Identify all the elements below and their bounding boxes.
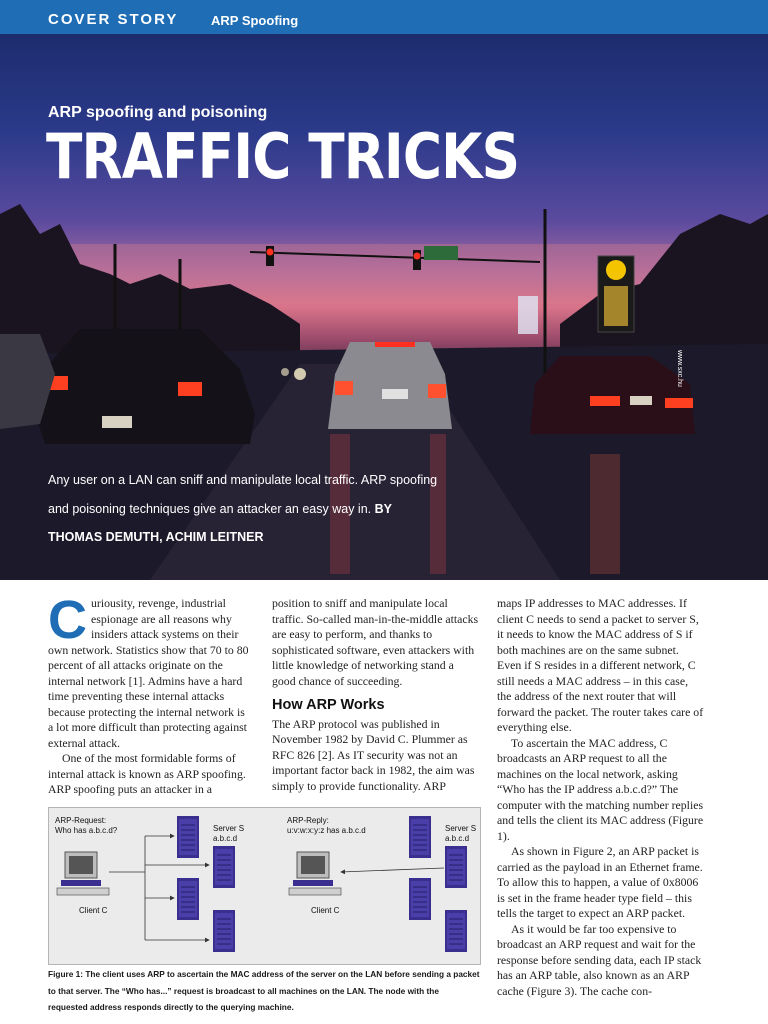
article-kicker: ARP spoofing and poisoning <box>48 104 268 121</box>
paragraph: As shown in Figure 2, an ARP packet is carried as the payload in an Ethernet frame. To allow this to happen, a value of 0x8006 is set in the frame header type field – this tells the target to expect an ARP packet. <box>497 844 703 920</box>
hero-photo <box>0 34 768 580</box>
server-label <box>445 824 476 843</box>
request-label-line1: ARP-Request: <box>55 816 107 825</box>
request-label <box>55 816 117 835</box>
server-label <box>213 824 244 843</box>
paragraph: To ascertain the MAC address, C broadcasts an ARP request to all the machines on the local network, asking “Who has the IP address a.b.c.d?” The computer with the matching number replies and tells the client its MAC address (Figure 1). <box>497 735 704 843</box>
server-icon <box>445 910 467 952</box>
reply-label <box>287 816 366 835</box>
server-icon <box>213 846 235 888</box>
car-icon <box>328 342 452 429</box>
section-heading: How ARP Works <box>272 697 385 713</box>
reply-label-line1: ARP-Reply: <box>287 816 329 825</box>
client-label: Client C <box>311 906 340 915</box>
paragraph: position to sniff and manipulate local traffic. So-called man-in-the-middle attacks are easy to perform, and thanks to sophisticated software, even attackers with little knowledge of networking stand a good chance of succeeding. <box>272 596 479 688</box>
byline: BY THOMAS DEMUTH, ACHIM LEITNER <box>48 501 392 544</box>
client-computer-icon <box>289 852 341 895</box>
paragraph: maps IP addresses to MAC addresses. If client C needs to send a packet to server S, it needs to know the MAC address of S if both machines are on the same subnet. Even if S resides in a different network, C still needs a MAC address – in this case, the address of the next router that will forward the packet. The router takes care of everything else. <box>497 596 704 734</box>
server-label-line1: Server S <box>213 824 245 833</box>
section-header-bar <box>0 0 768 34</box>
server-label-line2: a.b.c.d <box>445 833 470 843</box>
article-headline: TRAFFIC TRICKS <box>46 120 520 193</box>
article-column-2 <box>272 596 479 794</box>
section-label: COVER STORY <box>48 11 179 28</box>
client-computer-icon <box>57 852 109 895</box>
reply-label-line2: u:v:w:x:y:z has a.b.c.d <box>287 825 366 835</box>
figure-caption: Figure 1: The client uses ARP to ascertain the MAC address of the server on the LAN before sending a packet to that server. The “Who has...” request is broadcast to all machines on the LAN. The node with the requested address responds directly to the querying machine. <box>48 969 480 1012</box>
client-label: Client C <box>79 906 108 915</box>
request-label-line2: Who has a.b.c.d? <box>55 825 118 835</box>
photo-credit: www.sxc.hu <box>676 350 683 387</box>
server-icon <box>177 878 199 920</box>
article-column-1 <box>48 590 252 798</box>
server-icon <box>409 816 431 858</box>
paragraph: As it would be far too expensive to broadcast an ARP request and wait for the response before sending data, each IP stack has an ARP table, also known as an ARP cache (Figure 3). The cache con- <box>497 921 702 998</box>
paragraph: uriousity, revenge, industrial espionage are all reasons why insiders attack systems on their own network. Statistics show that 70 to 80 percent of all attacks originate on the internal network [1]. Admins have a hard time preventing these internal attacks because protecting the internal network is a lot more difficult than protecting against external attack. <box>48 596 249 750</box>
topic-label: ARP Spoofing <box>211 13 299 28</box>
server-icon <box>445 846 467 888</box>
server-icon <box>213 910 235 952</box>
paragraph: The ARP protocol was published in November 1982 by David C. Plummer as RFC 826 [2]. As IT security was not an important factor back in 1982, the aim was simply to provide functionality. ARP <box>272 716 475 793</box>
paragraph: One of the most formidable forms of internal attack is known as ARP spoofing. ARP spoofing puts an attacker in a <box>48 751 246 796</box>
article-column-3 <box>497 596 705 999</box>
figure-1-diagram <box>48 807 481 965</box>
server-icon <box>177 816 199 858</box>
server-icon <box>409 878 431 920</box>
server-label-line2: a.b.c.d <box>213 833 238 843</box>
deck-text: Any user on a LAN can sniff and manipulate local traffic. ARP spoofing and poisoning techniques give an attacker an easy way in. <box>48 473 438 516</box>
article-deck <box>48 466 448 552</box>
server-label-line1: Server S <box>445 824 477 833</box>
drop-cap: C <box>48 590 87 650</box>
